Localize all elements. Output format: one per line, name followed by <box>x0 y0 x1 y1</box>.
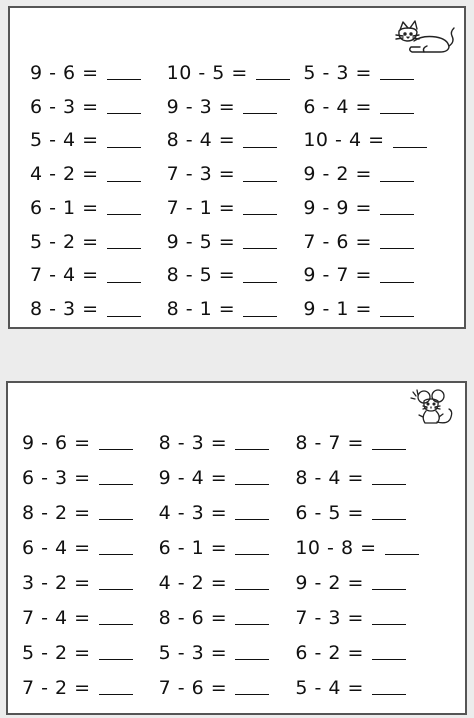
answer-blank[interactable] <box>372 505 406 520</box>
subtraction-problem <box>167 157 304 191</box>
problem-expression: 5 - 2 = <box>30 230 99 253</box>
problem-expression: 3 - 2 = <box>22 571 91 594</box>
subtraction-problem <box>303 90 440 124</box>
problem-expression: 7 - 2 = <box>22 676 91 699</box>
problem-expression: 8 - 6 = <box>158 606 228 629</box>
answer-blank[interactable] <box>99 435 133 450</box>
problem-expression: 9 - 1 = <box>303 298 372 321</box>
problem-expression: 5 - 3 = <box>158 641 228 664</box>
subtraction-problem <box>30 124 167 158</box>
answer-blank[interactable] <box>107 99 141 114</box>
answer-blank[interactable] <box>235 540 269 555</box>
answer-blank[interactable] <box>380 200 414 215</box>
subtraction-problem <box>30 191 167 225</box>
subtraction-problem <box>295 460 432 495</box>
answer-blank[interactable] <box>243 133 277 148</box>
answer-blank[interactable] <box>380 268 414 283</box>
problem-expression: 9 - 6 = <box>30 61 99 84</box>
answer-blank[interactable] <box>380 99 414 114</box>
answer-blank[interactable] <box>107 302 141 317</box>
problem-expression: 6 - 1 = <box>30 196 99 219</box>
answer-blank[interactable] <box>99 575 133 590</box>
answer-blank[interactable] <box>235 645 269 660</box>
subtraction-problem <box>159 425 296 460</box>
problem-expression: 8 - 4 = <box>166 129 236 152</box>
answer-blank[interactable] <box>235 680 269 695</box>
problem-expression: 6 - 2 = <box>295 641 364 664</box>
problem-expression: 9 - 3 = <box>166 95 236 118</box>
answer-blank[interactable] <box>372 575 406 590</box>
subtraction-problem <box>22 495 159 530</box>
problem-expression: 9 - 4 = <box>158 466 228 489</box>
problem-expression: 9 - 2 = <box>303 163 372 186</box>
subtraction-problem <box>159 530 296 565</box>
subtraction-problem <box>167 225 304 259</box>
problem-expression: 10 - 5 = <box>166 61 248 84</box>
worksheet-1 <box>8 6 466 329</box>
answer-blank[interactable] <box>99 505 133 520</box>
subtraction-problem <box>159 565 296 600</box>
problem-expression: 7 - 6 = <box>158 676 228 699</box>
answer-blank[interactable] <box>107 234 141 249</box>
subtraction-problem <box>167 292 304 326</box>
problem-expression: 8 - 2 = <box>22 501 91 524</box>
answer-blank[interactable] <box>235 610 269 625</box>
answer-blank[interactable] <box>107 268 141 283</box>
answer-blank[interactable] <box>243 200 277 215</box>
answer-blank[interactable] <box>99 645 133 660</box>
answer-blank[interactable] <box>380 167 414 182</box>
subtraction-problem <box>159 460 296 495</box>
problem-expression: 7 - 1 = <box>166 196 236 219</box>
answer-blank[interactable] <box>99 680 133 695</box>
subtraction-problem <box>159 670 296 705</box>
subtraction-problem <box>295 425 432 460</box>
subtraction-problem <box>22 460 159 495</box>
problem-expression: 10 - 8 = <box>295 536 377 559</box>
subtraction-problem <box>295 495 432 530</box>
problem-grid <box>30 56 440 326</box>
subtraction-problem <box>167 191 304 225</box>
problem-expression: 6 - 1 = <box>158 536 228 559</box>
answer-blank[interactable] <box>243 167 277 182</box>
subtraction-problem <box>303 225 440 259</box>
subtraction-problem <box>30 292 167 326</box>
subtraction-problem <box>30 259 167 293</box>
problem-expression: 4 - 2 = <box>158 571 228 594</box>
problem-expression: 4 - 3 = <box>158 501 228 524</box>
answer-blank[interactable] <box>380 234 414 249</box>
subtraction-problem <box>167 259 304 293</box>
problem-expression: 5 - 2 = <box>22 641 91 664</box>
problem-expression: 6 - 4 = <box>22 536 91 559</box>
answer-blank[interactable] <box>372 645 406 660</box>
problem-expression: 7 - 4 = <box>30 264 99 287</box>
answer-blank[interactable] <box>393 133 427 148</box>
answer-blank[interactable] <box>107 133 141 148</box>
subtraction-problem <box>159 600 296 635</box>
subtraction-problem <box>303 259 440 293</box>
problem-grid <box>22 425 432 705</box>
problem-expression: 9 - 5 = <box>166 230 236 253</box>
subtraction-problem <box>159 495 296 530</box>
subtraction-problem <box>295 600 432 635</box>
subtraction-problem <box>159 635 296 670</box>
subtraction-problem <box>303 191 440 225</box>
answer-blank[interactable] <box>385 540 419 555</box>
problem-expression: 9 - 6 = <box>22 431 91 454</box>
problem-expression: 5 - 3 = <box>303 61 372 84</box>
answer-blank[interactable] <box>235 575 269 590</box>
problem-expression: 8 - 4 = <box>295 466 364 489</box>
subtraction-problem <box>167 124 304 158</box>
problem-expression: 8 - 3 = <box>158 431 228 454</box>
subtraction-problem <box>167 56 304 90</box>
answer-blank[interactable] <box>372 470 406 485</box>
answer-blank[interactable] <box>372 435 406 450</box>
subtraction-problem <box>295 530 432 565</box>
problem-expression: 4 - 2 = <box>30 163 99 186</box>
mouse-icon <box>409 387 457 427</box>
answer-blank[interactable] <box>243 234 277 249</box>
problem-expression: 7 - 4 = <box>22 606 91 629</box>
subtraction-problem <box>22 425 159 460</box>
subtraction-problem <box>22 635 159 670</box>
subtraction-problem <box>167 90 304 124</box>
answer-blank[interactable] <box>372 610 406 625</box>
subtraction-problem <box>22 670 159 705</box>
subtraction-problem <box>295 670 432 705</box>
subtraction-problem <box>30 90 167 124</box>
problem-expression: 6 - 4 = <box>303 95 372 118</box>
answer-blank[interactable] <box>99 540 133 555</box>
subtraction-problem <box>30 56 167 90</box>
problem-expression: 7 - 3 = <box>166 163 236 186</box>
problem-expression: 7 - 3 = <box>295 606 364 629</box>
problem-expression: 5 - 4 = <box>295 676 364 699</box>
answer-blank[interactable] <box>256 65 290 80</box>
answer-blank[interactable] <box>235 435 269 450</box>
answer-blank[interactable] <box>107 65 141 80</box>
problem-expression: 8 - 5 = <box>166 264 236 287</box>
answer-blank[interactable] <box>107 200 141 215</box>
worksheet-2 <box>6 381 467 715</box>
problem-expression: 8 - 3 = <box>30 298 99 321</box>
subtraction-problem <box>303 157 440 191</box>
subtraction-problem <box>22 565 159 600</box>
subtraction-problem <box>30 157 167 191</box>
answer-blank[interactable] <box>235 505 269 520</box>
answer-blank[interactable] <box>372 680 406 695</box>
problem-expression: 6 - 5 = <box>295 501 364 524</box>
subtraction-problem <box>22 530 159 565</box>
answer-blank[interactable] <box>380 302 414 317</box>
answer-blank[interactable] <box>243 268 277 283</box>
answer-blank[interactable] <box>243 99 277 114</box>
subtraction-problem <box>303 292 440 326</box>
problem-expression: 9 - 9 = <box>303 196 372 219</box>
problem-expression: 8 - 7 = <box>295 431 364 454</box>
answer-blank[interactable] <box>99 610 133 625</box>
problem-expression: 6 - 3 = <box>22 466 91 489</box>
subtraction-problem <box>303 124 440 158</box>
answer-blank[interactable] <box>243 302 277 317</box>
cat-icon <box>394 16 456 58</box>
problem-expression: 7 - 6 = <box>303 230 372 253</box>
problem-expression: 5 - 4 = <box>30 129 99 152</box>
answer-blank[interactable] <box>380 65 414 80</box>
subtraction-problem <box>295 635 432 670</box>
answer-blank[interactable] <box>235 470 269 485</box>
answer-blank[interactable] <box>99 470 133 485</box>
answer-blank[interactable] <box>107 167 141 182</box>
problem-expression: 8 - 1 = <box>166 298 236 321</box>
problem-expression: 9 - 2 = <box>295 571 364 594</box>
subtraction-problem <box>22 600 159 635</box>
problem-expression: 10 - 4 = <box>303 129 385 152</box>
subtraction-problem <box>303 56 440 90</box>
problem-expression: 9 - 7 = <box>303 264 372 287</box>
problem-expression: 6 - 3 = <box>30 95 99 118</box>
subtraction-problem <box>30 225 167 259</box>
subtraction-problem <box>295 565 432 600</box>
